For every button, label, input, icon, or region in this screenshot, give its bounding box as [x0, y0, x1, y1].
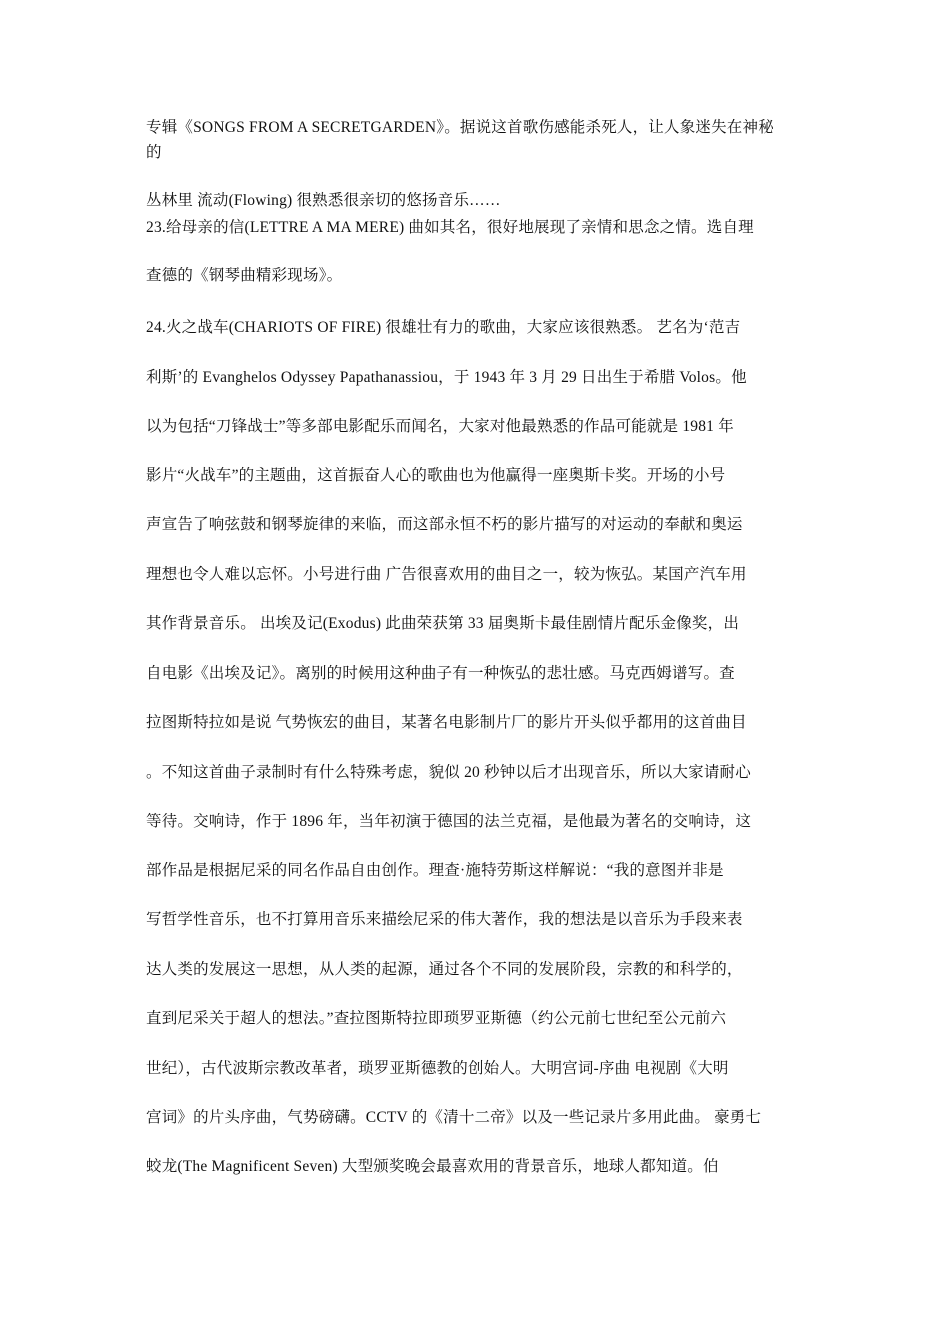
text-line: 世纪），古代波斯宗教改革者，琐罗亚斯德教的创始人。大明宫词-序曲 电视剧《大明: [146, 1060, 729, 1077]
text-line: 拉图斯特拉如是说 气势恢宏的曲目，某著名电影制片厂的影片开头似乎都用的这首曲目: [146, 714, 747, 731]
text-line: 23.给母亲的信(LETTRE A MA MERE) 曲如其名，很好地展现了亲情和思念之情。选自理: [146, 219, 754, 236]
text-line: 其作背景音乐。 出埃及记(Exodus) 此曲荣获第 33 届奥斯卡最佳剧情片配乐金像奖，出: [146, 615, 740, 632]
text-line: 部作品是根据尼采的同名作品自由创作。理查·施特劳斯这样解说：“我的意图并非是: [146, 862, 724, 879]
text-line: 。不知这首曲子录制时有什么特殊考虑，貌似 20 秒钟以后才出现音乐，所以大家请耐心: [146, 764, 751, 781]
text-line: 丛林里 流动(Flowing) 很熟悉很亲切的悠扬音乐……: [146, 192, 501, 209]
text-line: 达人类的发展这一思想，从人类的起源，通过各个不同的发展阶段，宗教的和科学的，: [146, 961, 743, 978]
text-line: 蛟龙(The Magnificent Seven) 大型颁奖晚会最喜欢用的背景音乐，地球人都知道。伯: [146, 1158, 719, 1175]
text-line: 等待。交响诗，作于 1896 年，当年初演于德国的法兰克福，是他最为著名的交响诗，这: [146, 813, 752, 830]
text-line: 自电影《出埃及记》。离别的时候用这种曲子有一种恢弘的悲壮感。马克西姆谱写。查: [146, 665, 735, 682]
text-line: 写哲学性音乐，也不打算用音乐来描绘尼采的伟大著作，我的想法是以音乐为手段来表: [146, 911, 743, 928]
text-line: 声宣告了响弦鼓和钢琴旋律的来临，而这部永恒不朽的影片描写的对运动的奉献和奥运: [146, 516, 743, 533]
text-line: 以为包括“刀锋战士”等多部电影配乐而闻名，大家对他最熟悉的作品可能就是 1981 年: [146, 418, 734, 435]
text-line: 查德的《钢琴曲精彩现场》。: [146, 267, 343, 284]
text-line: 宫词》的片头序曲，气势磅礴。CCTV 的《清十二帝》以及一些记录片多用此曲。 豪勇七: [146, 1109, 762, 1126]
text-line: 影片“火战车”的主题曲，这首振奋人心的歌曲也为他赢得一座奥斯卡奖。开场的小号: [146, 467, 726, 484]
text-line: 直到尼采关于超人的想法。”查拉图斯特拉即琐罗亚斯德（约公元前七世纪至公元前六: [146, 1010, 727, 1027]
text-line: 理想也令人难以忘怀。小号进行曲 广告很喜欢用的曲目之一，较为恢弘。某国产汽车用: [146, 566, 747, 583]
text-line: 专辑《SONGS FROM A SECRETGARDEN》。据说这首歌伤感能杀死人，让人象迷失在神秘: [146, 119, 774, 136]
text-line: 利斯’的 Evanghelos Odyssey Papathanassiou，于 1943 年 3 月 29 日出生于希腊 Volos。他: [146, 369, 747, 386]
text-line: 24.火之战车(CHARIOTS OF FIRE) 很雄壮有力的歌曲，大家应该很熟悉。 艺名为‘范吉: [146, 319, 741, 336]
text-line: 的: [146, 144, 162, 161]
